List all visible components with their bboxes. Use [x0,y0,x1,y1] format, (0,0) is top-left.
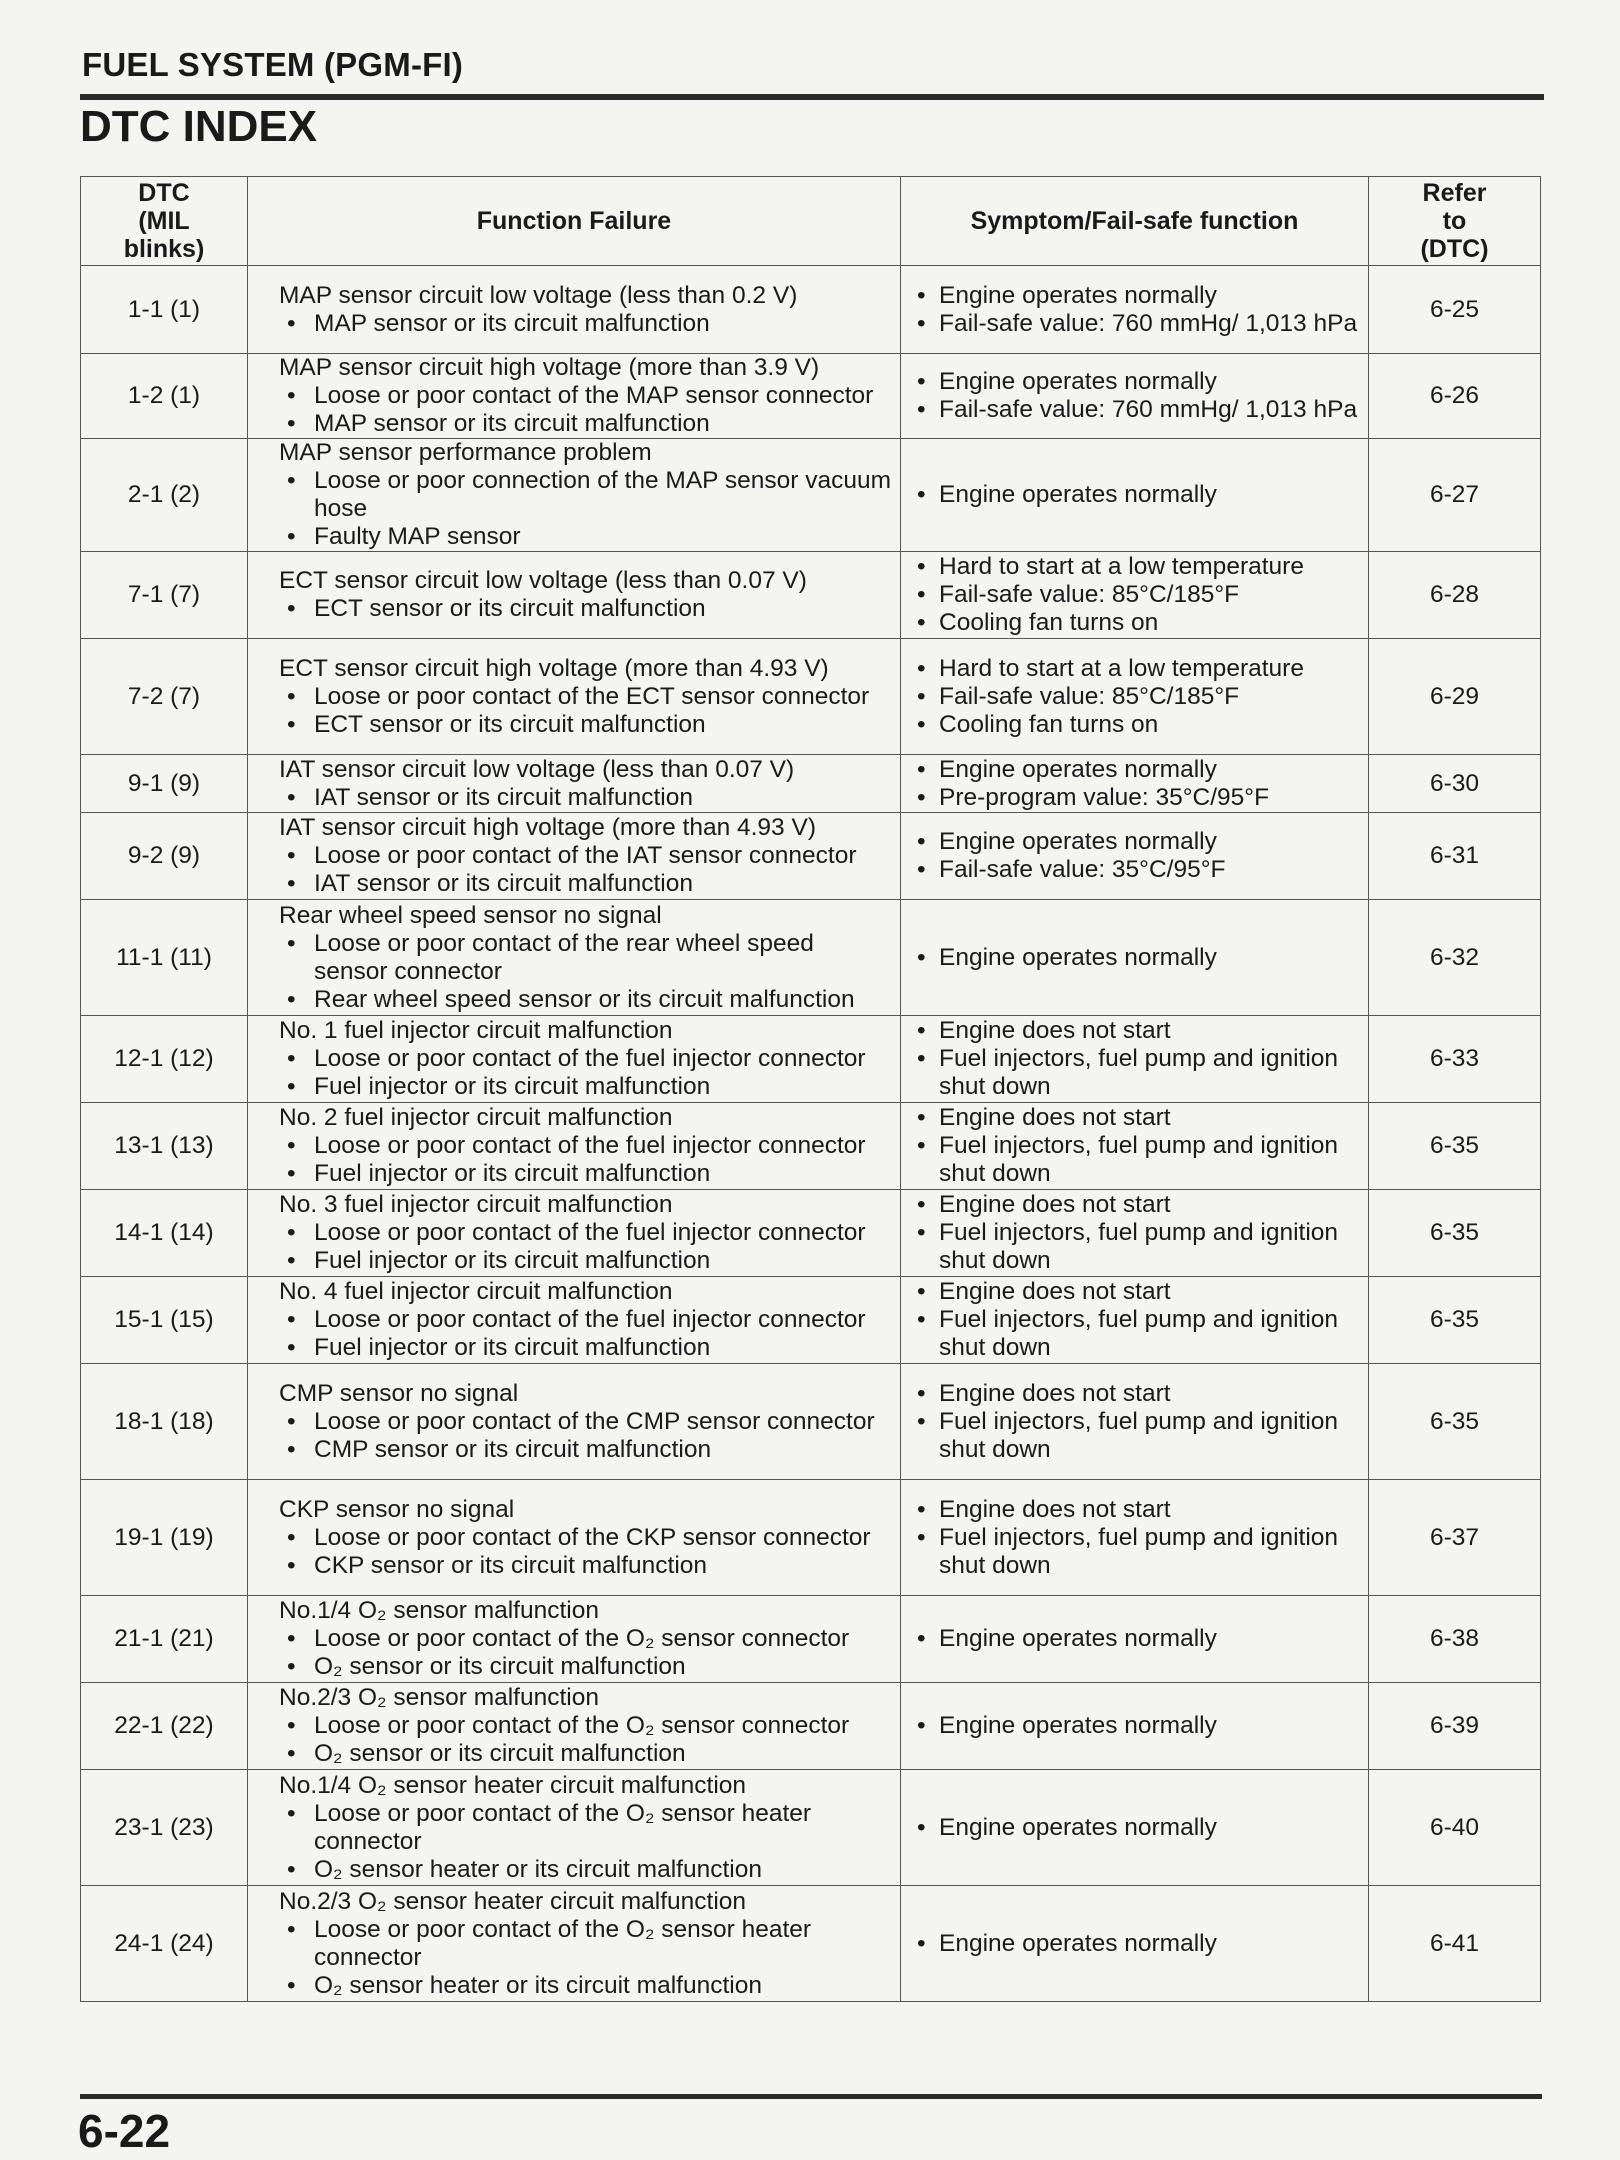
dtc-code: 14-1 (14) [81,1190,248,1277]
function-failure-cell [248,552,901,639]
failure-description: No. 1 fuel injector circuit malfunction [279,1017,673,1044]
cause-item: • Fuel injector or its circuit malfunction [279,1334,894,1362]
function-failure-content [254,1104,894,1188]
symptom-list [907,368,1362,424]
header-dtc-line: blinks) [123,235,205,263]
symptom-cell [901,439,1369,552]
failure-description: No.1/4 O₂ sensor malfunction [279,1597,599,1624]
dtc-code: 1-2 (1) [81,354,248,439]
function-failure-content [254,902,894,1014]
failure-description: IAT sensor circuit low voltage (less than 0.07 V) [279,755,795,783]
symptom-list [907,1104,1362,1188]
symptom-cell [901,1683,1369,1770]
table-row [81,1016,1541,1103]
failure-description: ECT sensor circuit high voltage (more than 4.93 V) [279,654,829,682]
cause-item: • MAP sensor or its circuit malfunction [279,310,894,338]
symptom-cell [901,1770,1369,1886]
failure-description: CMP sensor no signal [279,1379,519,1407]
function-failure-cell [248,900,901,1016]
cause-list [279,1625,894,1681]
dtc-code: 13-1 (13) [81,1103,248,1190]
cause-item: • Loose or poor contact of the CKP sensor connector [279,1524,894,1552]
symptom-item: • Fuel injectors, fuel pump and ignition shut down [907,1219,1362,1275]
symptom-item: • Engine does not start [907,1104,1362,1132]
symptom-item: • Engine operates normally [907,1625,1362,1653]
symptom-cell [901,1886,1369,2002]
cause-item: • Loose or poor contact of the CMP sensor connector [279,1408,894,1436]
failure-description: No. 3 fuel injector circuit malfunction [279,1191,673,1218]
table-row [81,1277,1541,1364]
dtc-code: 9-2 (9) [81,813,248,900]
table-row [81,1190,1541,1277]
function-failure-content [254,814,894,898]
symptom-item: • Engine operates normally [907,828,1362,856]
symptom-cell [901,755,1369,813]
dtc-code: 18-1 (18) [81,1364,248,1480]
section-title: FUEL SYSTEM (PGM-FI) [82,46,464,83]
table-row [81,1683,1541,1770]
symptom-list [907,553,1362,637]
function-failure-content [254,1888,894,2000]
symptom-cell [901,813,1369,900]
cause-item: • Loose or poor contact of the O₂ sensor connector [279,1625,894,1653]
symptom-item: • Pre-program value: 35°C/95°F [907,784,1362,812]
dtc-code: 2-1 (2) [81,439,248,552]
cause-item: • Loose or poor contact of the rear wheel speed sensor connector [279,930,894,986]
symptom-cell [901,1190,1369,1277]
cause-item: • Loose or poor contact of the IAT sensor connector [279,842,894,870]
symptom-item: • Engine operates normally [907,1930,1362,1958]
failure-description: MAP sensor circuit high voltage (more than 3.9 V) [279,354,820,381]
symptom-list [907,1380,1362,1464]
function-failure-cell [248,639,901,755]
symptom-list [907,1278,1362,1362]
symptom-item: • Hard to start at a low temperature [907,655,1362,683]
function-failure-cell [248,1596,901,1683]
cause-item: • ECT sensor or its circuit malfunction [279,711,894,739]
symptom-item: • Engine operates normally [907,944,1362,972]
header-refer [1369,177,1541,266]
cause-list [279,1306,894,1362]
failure-description: No.1/4 O₂ sensor heater circuit malfunction [279,1771,747,1799]
cause-item: • Fuel injector or its circuit malfunction [279,1073,894,1101]
function-failure-content [254,655,894,739]
refer-page: 6-38 [1369,1596,1541,1683]
cause-item: • O₂ sensor heater or its circuit malfunction [279,1856,894,1884]
symptom-list [907,1017,1362,1101]
refer-page: 6-28 [1369,552,1541,639]
symptom-item: • Engine operates normally [907,368,1362,396]
failure-description: No. 2 fuel injector circuit malfunction [279,1104,673,1131]
cause-list [279,1800,894,1884]
cause-list [279,1408,894,1464]
cause-item: • IAT sensor or its circuit malfunction [279,784,894,812]
symptom-list [907,1191,1362,1275]
cause-item: • CKP sensor or its circuit malfunction [279,1552,894,1580]
symptom-item: • Engine does not start [907,1017,1362,1045]
failure-description: No.2/3 O₂ sensor malfunction [279,1684,599,1711]
dtc-code: 1-1 (1) [81,266,248,354]
symptom-item: • Fail-safe value: 760 mmHg/ 1,013 hPa [907,396,1362,424]
function-failure-content [254,1380,894,1464]
function-failure-content [254,1684,894,1768]
symptom-cell [901,1596,1369,1683]
cause-item: • O₂ sensor or its circuit malfunction [279,1653,894,1681]
symptom-item: • Fuel injectors, fuel pump and ignition shut down [907,1524,1362,1580]
function-failure-content [254,282,894,338]
table-row [81,900,1541,1016]
refer-page: 6-30 [1369,755,1541,813]
cause-item: • O₂ sensor heater or its circuit malfunction [279,1972,894,2000]
cause-list [279,784,894,812]
function-failure-cell [248,1886,901,2002]
symptom-cell [901,900,1369,1016]
dtc-code: 21-1 (21) [81,1596,248,1683]
cause-item: • Loose or poor contact of the ECT sensor connector [279,683,894,711]
symptom-cell [901,266,1369,354]
dtc-code: 11-1 (11) [81,900,248,1016]
cause-list [279,467,894,551]
cause-item: • IAT sensor or its circuit malfunction [279,870,894,898]
page-number: 6-22 [78,2105,171,2157]
function-failure-cell [248,813,901,900]
cause-item: • ECT sensor or its circuit malfunction [279,595,894,623]
cause-item: • Loose or poor contact of the O₂ sensor connector [279,1712,894,1740]
cause-list [279,1219,894,1275]
refer-page: 6-35 [1369,1103,1541,1190]
symptom-item: • Fuel injectors, fuel pump and ignition shut down [907,1306,1362,1362]
refer-page: 6-39 [1369,1683,1541,1770]
dtc-code: 23-1 (23) [81,1770,248,1886]
table-row [81,552,1541,639]
table-body [81,266,1541,2002]
refer-page: 6-31 [1369,813,1541,900]
header-dtc-line: (MIL [138,207,190,235]
bottom-divider [80,2094,1542,2099]
cause-item: • O₂ sensor or its circuit malfunction [279,1740,894,1768]
symptom-cell [901,354,1369,439]
cause-item: • MAP sensor or its circuit malfunction [279,410,894,438]
refer-page: 6-25 [1369,266,1541,354]
cause-list [279,310,894,338]
symptom-item: • Fail-safe value: 760 mmHg/ 1,013 hPa [907,310,1362,338]
function-failure-cell [248,1016,901,1103]
symptom-item: • Engine does not start [907,1278,1362,1306]
header-symptom: Symptom/Fail-safe function [901,177,1369,266]
function-failure-content [254,567,894,623]
failure-description: ECT sensor circuit low voltage (less than 0.07 V) [279,567,807,594]
symptom-list [907,756,1362,812]
table-row [81,1480,1541,1596]
dtc-code: 7-2 (7) [81,639,248,755]
cause-list [279,595,894,623]
function-failure-content [254,1017,894,1101]
function-failure-content [254,1597,894,1681]
symptom-item: • Fuel injectors, fuel pump and ignition shut down [907,1045,1362,1101]
cause-list [279,382,894,438]
cause-list [279,1916,894,2000]
refer-page: 6-35 [1369,1277,1541,1364]
function-failure-cell [248,266,901,354]
function-failure-content [254,354,894,438]
refer-page: 6-27 [1369,439,1541,552]
symptom-cell [901,1277,1369,1364]
dtc-code: 7-1 (7) [81,552,248,639]
page-title: DTC INDEX [80,102,318,151]
failure-description: MAP sensor performance problem [279,439,652,466]
header-refer-line: to [1442,207,1467,235]
failure-description: Rear wheel speed sensor no signal [279,901,662,929]
failure-description: No. 4 fuel injector circuit malfunction [279,1278,673,1305]
header-refer-line: (DTC) [1420,235,1489,263]
symptom-list [907,1814,1362,1842]
refer-page: 6-37 [1369,1480,1541,1596]
dtc-code: 22-1 (22) [81,1683,248,1770]
refer-page: 6-26 [1369,354,1541,439]
symptom-item: • Cooling fan turns on [907,711,1362,739]
symptom-item: • Engine operates normally [907,282,1362,310]
symptom-cell [901,639,1369,755]
symptom-list [907,1625,1362,1653]
symptom-list [907,1496,1362,1580]
symptom-cell [901,552,1369,639]
cause-item: • Loose or poor contact of the O₂ sensor heater connector [279,1916,894,1972]
table-row [81,354,1541,439]
cause-item: • Loose or poor connection of the MAP sensor vacuum hose [279,467,894,523]
cause-item: • Fuel injector or its circuit malfunction [279,1247,894,1275]
function-failure-cell [248,1770,901,1886]
cause-item: • Rear wheel speed sensor or its circuit malfunction [279,986,894,1014]
function-failure-cell [248,1190,901,1277]
cause-list [279,1045,894,1101]
symptom-item: • Engine operates normally [907,1712,1362,1740]
table-row [81,755,1541,813]
symptom-list [907,944,1362,972]
table-row [81,439,1541,552]
cause-item: • Fuel injector or its circuit malfunction [279,1160,894,1188]
function-failure-content [254,756,894,812]
top-divider [80,94,1544,100]
dtc-code: 19-1 (19) [81,1480,248,1596]
failure-description: MAP sensor circuit low voltage (less than 0.2 V) [279,281,798,309]
cause-item: • Loose or poor contact of the O₂ sensor heater connector [279,1800,894,1856]
symptom-item: • Fuel injectors, fuel pump and ignition shut down [907,1132,1362,1188]
dtc-code: 12-1 (12) [81,1016,248,1103]
symptom-item: • Engine operates normally [907,481,1362,509]
function-failure-cell [248,1480,901,1596]
symptom-item: • Engine does not start [907,1191,1362,1219]
symptom-item: • Fail-safe value: 35°C/95°F [907,856,1362,884]
dtc-code: 24-1 (24) [81,1886,248,2002]
refer-page: 6-33 [1369,1016,1541,1103]
symptom-list [907,282,1362,338]
failure-description: No.2/3 O₂ sensor heater circuit malfunction [279,1887,747,1915]
refer-page: 6-35 [1369,1190,1541,1277]
symptom-cell [901,1480,1369,1596]
symptom-item: • Cooling fan turns on [907,609,1362,637]
function-failure-content [254,1278,894,1362]
table-row [81,1886,1541,2002]
cause-item: • CMP sensor or its circuit malfunction [279,1436,894,1464]
symptom-cell [901,1016,1369,1103]
table-row [81,813,1541,900]
dtc-index-table [80,176,1541,2002]
refer-page: 6-29 [1369,639,1541,755]
function-failure-cell [248,1683,901,1770]
refer-page: 6-32 [1369,900,1541,1016]
function-failure-cell [248,354,901,439]
symptom-cell [901,1103,1369,1190]
function-failure-content [254,1496,894,1580]
function-failure-content [254,1191,894,1275]
table-row [81,1596,1541,1683]
symptom-list [907,1712,1362,1740]
cause-item: • Faulty MAP sensor [279,523,894,551]
symptom-list [907,655,1362,739]
function-failure-cell [248,1103,901,1190]
symptom-cell [901,1364,1369,1480]
refer-page: 6-40 [1369,1770,1541,1886]
table-header-row [81,177,1541,266]
function-failure-cell [248,755,901,813]
table-row [81,639,1541,755]
refer-page: 6-35 [1369,1364,1541,1480]
symptom-item: • Fuel injectors, fuel pump and ignition shut down [907,1408,1362,1464]
symptom-item: • Fail-safe value: 85°C/185°F [907,581,1362,609]
symptom-item: • Engine operates normally [907,1814,1362,1842]
refer-page: 6-41 [1369,1886,1541,2002]
cause-list [279,842,894,898]
header-refer-line: Refer [1422,179,1487,207]
failure-description: CKP sensor no signal [279,1495,515,1523]
failure-description: IAT sensor circuit high voltage (more than 4.93 V) [279,814,816,841]
header-function-failure: Function Failure [248,177,901,266]
dtc-code: 15-1 (15) [81,1277,248,1364]
cause-list [279,1132,894,1188]
cause-item: • Loose or poor contact of the fuel injector connector [279,1306,894,1334]
cause-item: • Loose or poor contact of the MAP sensor connector [279,382,894,410]
cause-list [279,683,894,739]
cause-list [279,1524,894,1580]
function-failure-content [254,439,894,551]
function-failure-cell [248,439,901,552]
symptom-list [907,1930,1362,1958]
table-row [81,266,1541,354]
symptom-item: • Engine operates normally [907,756,1362,784]
function-failure-cell [248,1364,901,1480]
symptom-list [907,828,1362,884]
symptom-list [907,481,1362,509]
cause-item: • Loose or poor contact of the fuel injector connector [279,1132,894,1160]
symptom-item: • Hard to start at a low temperature [907,553,1362,581]
cause-list [279,1712,894,1768]
table-row [81,1770,1541,1886]
cause-list [279,930,894,1014]
function-failure-cell [248,1277,901,1364]
cause-item: • Loose or poor contact of the fuel injector connector [279,1219,894,1247]
table-row [81,1364,1541,1480]
symptom-item: • Engine does not start [907,1496,1362,1524]
symptom-item: • Fail-safe value: 85°C/185°F [907,683,1362,711]
cause-item: • Loose or poor contact of the fuel injector connector [279,1045,894,1073]
dtc-code: 9-1 (9) [81,755,248,813]
header-dtc [81,177,248,266]
symptom-item: • Engine does not start [907,1380,1362,1408]
header-dtc-line: DTC [138,179,190,207]
table-row [81,1103,1541,1190]
function-failure-content [254,1772,894,1884]
